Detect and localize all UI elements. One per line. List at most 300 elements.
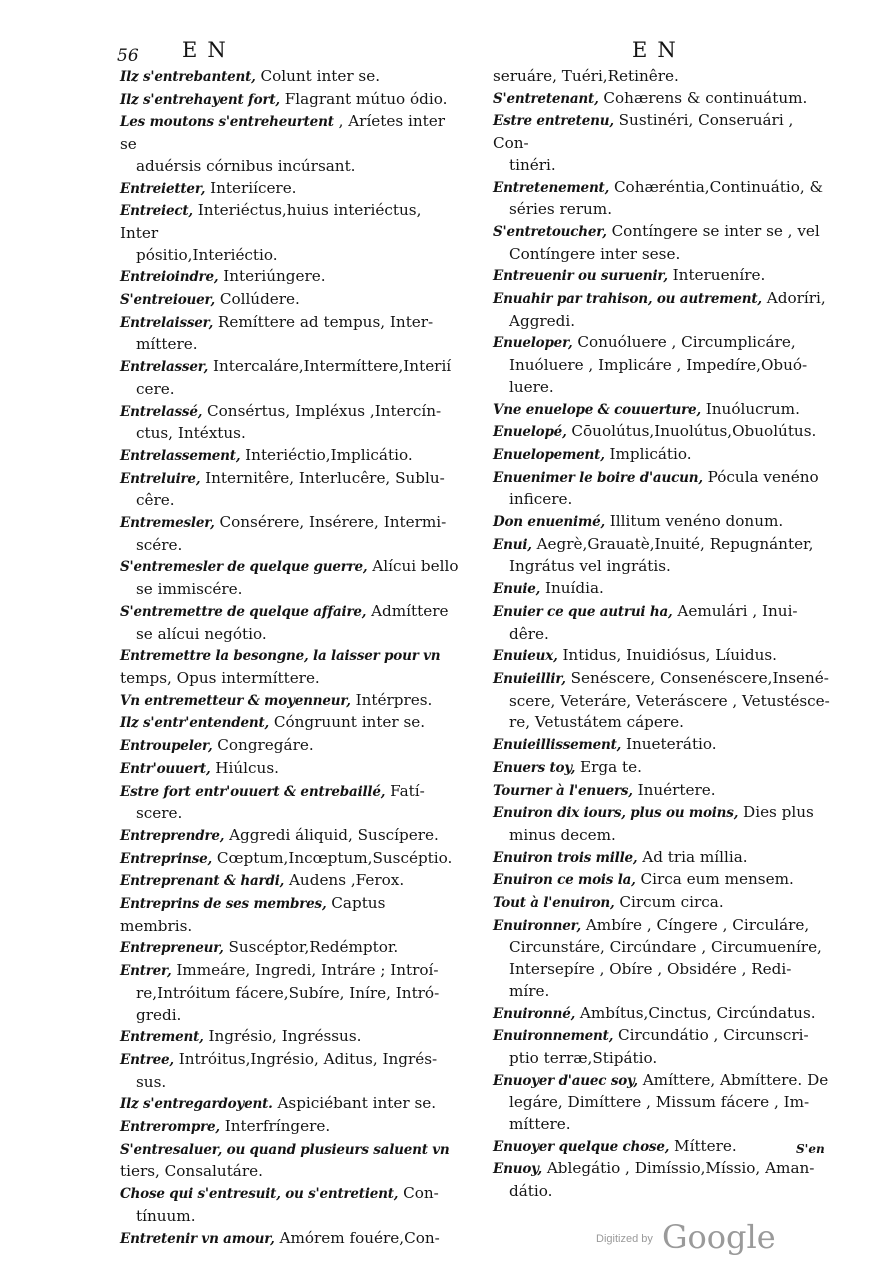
entry-headword: Entrelasser, xyxy=(120,359,209,376)
entry-first-line xyxy=(493,1025,831,1048)
entry-first-line xyxy=(493,467,831,490)
entry-translation: Internitêre, Interlucêre, Sublu- xyxy=(205,468,445,487)
entry-first-line xyxy=(120,870,460,893)
dictionary-entry xyxy=(493,780,831,803)
entry-translation: inficere. xyxy=(509,490,573,509)
entry-translation: Dies plus xyxy=(743,803,814,822)
entry-headword: Enuiron trois mille, xyxy=(493,849,638,866)
entry-headword: Entreprendre, xyxy=(120,827,225,844)
dictionary-entry xyxy=(120,66,460,89)
entry-translation: Aegrè,Grauatè,Inuité, Repugnánter, xyxy=(536,534,814,553)
entry-continuation-line xyxy=(493,981,831,1003)
entry-headword: S'entreiouer, xyxy=(120,292,215,309)
entry-translation: Amórem fouére,Con- xyxy=(279,1228,440,1247)
dictionary-entry xyxy=(120,825,460,848)
entry-translation: Adoríri, xyxy=(766,289,826,308)
entry-headword: Enueloper, xyxy=(493,335,573,352)
entry-translation: míttere. xyxy=(509,1115,571,1134)
entry-translation: Inuídia. xyxy=(544,579,604,598)
entry-continuation-line xyxy=(493,937,831,959)
dictionary-entry xyxy=(120,758,460,781)
entry-headword: Entrepreneur, xyxy=(120,940,224,957)
dictionary-entry xyxy=(493,1158,831,1202)
entry-first-line xyxy=(120,1139,460,1183)
entry-headword: Ilz s'entrebantent, xyxy=(120,69,256,85)
entry-continuation-line xyxy=(493,489,831,511)
entry-headword: Enuieillir, xyxy=(493,670,566,687)
entry-translation: aduérsis córnibus incúrsant. xyxy=(136,156,356,175)
entry-first-line xyxy=(120,1228,460,1251)
dictionary-entry xyxy=(493,399,831,422)
entry-headword: S'entremesler de quelque guerre, xyxy=(120,559,368,576)
entry-first-line xyxy=(120,556,460,579)
entry-first-line xyxy=(493,668,831,691)
entry-translation: re, Vetustátem cápere. xyxy=(509,713,684,732)
entry-first-line xyxy=(120,1093,460,1116)
dictionary-entry xyxy=(493,288,831,332)
entry-headword: Vn entremetteur & moyenneur, xyxy=(120,692,351,709)
entry-translation: ptio terræ,Stipátio. xyxy=(509,1048,658,1067)
entry-continuation-line xyxy=(493,155,831,177)
entry-translation: Colunt inter se. xyxy=(260,67,381,85)
entry-headword: Entr'ouuert, xyxy=(120,760,211,777)
entry-first-line xyxy=(493,601,831,624)
entry-translation: Interiícere. xyxy=(210,178,297,197)
entry-translation: re,Intróitum fácere,Subíre, Iníre, Intró- xyxy=(136,983,440,1002)
entry-translation: Ablegátio , Dimíssio,Míssio, Aman- xyxy=(546,1159,815,1178)
entry-translation: Ingrátus vel ingrátis. xyxy=(509,557,671,576)
dictionary-entry xyxy=(120,1026,460,1049)
dictionary-entry xyxy=(120,601,460,645)
entry-translation: Hiúlcus. xyxy=(215,758,279,777)
dictionary-entry xyxy=(493,332,831,398)
dictionary-entry xyxy=(120,690,460,713)
dictionary-entry xyxy=(493,869,831,892)
dictionary-entry xyxy=(120,111,460,177)
entry-translation: Admíttere xyxy=(371,601,449,620)
entry-translation: Captus membris. xyxy=(120,894,386,935)
entry-headword: Entremesler, xyxy=(120,515,215,532)
entry-headword: Enuieillissement, xyxy=(493,737,622,754)
entry-continuation-line xyxy=(493,691,831,713)
entry-translation: Inuóluere , Implicáre , Impedíre,Obuó- xyxy=(509,356,808,375)
entry-headword: S'entresaluer, ou quand plusieurs saluent vn xyxy=(120,1141,450,1158)
dictionary-entry xyxy=(120,848,460,871)
entry-translation: Interfríngere. xyxy=(224,1117,331,1136)
dictionary-entry xyxy=(120,1139,460,1183)
entry-translation: dêre. xyxy=(509,624,549,643)
entry-headword: Entrement, xyxy=(120,1029,204,1046)
entry-first-line xyxy=(493,1136,831,1159)
dictionary-entry xyxy=(493,1136,831,1159)
entry-first-line xyxy=(493,757,831,780)
entry-first-line xyxy=(493,1070,831,1093)
entry-translation: Erga te. xyxy=(580,757,642,776)
entry-first-line xyxy=(493,221,831,244)
entry-translation: Suscéptor,Redémptor. xyxy=(228,938,399,957)
entry-first-line xyxy=(493,780,831,803)
entry-translation: gredi. xyxy=(136,1005,182,1024)
entry-headword: Enuiron ce mois la, xyxy=(493,872,636,889)
entry-translation: Inuértere. xyxy=(637,780,716,799)
entry-continuation-line xyxy=(493,1114,831,1136)
entry-translation: Congregáre. xyxy=(217,736,314,755)
entry-headword: Chose qui s'entresuit, ou s'entretient, xyxy=(120,1186,399,1203)
entry-continuation-line xyxy=(493,355,831,377)
dictionary-entry xyxy=(120,356,460,400)
entry-headword: Entrelassement, xyxy=(120,447,241,464)
entry-translation: Circunstáre, Circúndare , Circumueníre, xyxy=(509,938,822,957)
entry-first-line xyxy=(120,1026,460,1049)
dictionary-entry xyxy=(120,445,460,468)
entry-translation: pósitio,Interiéctio. xyxy=(136,245,278,264)
dictionary-entry xyxy=(120,556,460,600)
entry-first-line xyxy=(120,690,460,713)
entry-headword: Ilz s'entregardoyent. xyxy=(120,1096,273,1113)
entry-headword: S'entretenant, xyxy=(493,90,599,107)
entry-translation: Consérere, Insérere, Intermi- xyxy=(219,513,447,532)
entry-first-line xyxy=(120,601,460,624)
dictionary-entry xyxy=(493,88,831,111)
entry-first-line xyxy=(120,712,460,735)
dictionary-entry xyxy=(120,870,460,893)
dictionary-entry xyxy=(120,89,460,112)
entry-continuation-line xyxy=(120,1005,460,1027)
entry-first-line xyxy=(120,1183,460,1206)
entry-translation: Ingrésio, Ingréssus. xyxy=(208,1027,362,1046)
entry-continuation-line xyxy=(120,1072,460,1094)
entry-headword: Enui, xyxy=(493,536,532,553)
entry-continuation-line xyxy=(493,1092,831,1114)
entry-first-line xyxy=(120,178,460,201)
entry-headword: Enuironné, xyxy=(493,1005,576,1022)
entry-translation: Conuóluere , Circumplicáre, xyxy=(577,333,796,352)
dictionary-entry xyxy=(493,1025,831,1069)
entry-continuation-line xyxy=(120,624,460,646)
entry-continuation-line xyxy=(493,244,831,266)
entry-headword: Entreluire, xyxy=(120,470,201,487)
entry-first-line xyxy=(493,110,831,154)
dictionary-entry xyxy=(120,937,460,960)
entry-continuation-line xyxy=(120,490,460,512)
entry-translation: Con- xyxy=(403,1184,439,1203)
digitization-watermark xyxy=(596,1218,776,1256)
entry-first-line xyxy=(120,401,460,424)
entry-translation: Senéscere, Consenéscere,Insené- xyxy=(570,668,829,687)
entry-translation: seruáre, Tuéri,Retinêre. xyxy=(493,67,679,85)
entry-first-line xyxy=(493,534,831,557)
entry-first-line xyxy=(493,645,831,668)
entry-continuation-line xyxy=(120,379,460,401)
entry-headword: Estre entretenu, xyxy=(493,113,614,130)
entry-headword: Entreprenant & hardi, xyxy=(120,873,285,890)
entry-first-line xyxy=(493,915,831,938)
entry-continuation-line xyxy=(493,825,831,847)
entry-first-line xyxy=(493,265,831,288)
dictionary-entry xyxy=(493,265,831,288)
entry-translation: Immeáre, Ingredi, Intráre ; Introí- xyxy=(176,961,439,980)
left-column xyxy=(120,66,460,1250)
entry-first-line xyxy=(493,177,831,200)
dictionary-entry xyxy=(493,915,831,1003)
entry-first-line xyxy=(120,356,460,379)
entry-translation: séries rerum. xyxy=(509,200,613,219)
entry-first-line xyxy=(493,802,831,825)
entry-continuation-line xyxy=(493,712,831,734)
entry-headword: Les moutons s'entreheurtent xyxy=(120,114,334,131)
entry-headword: Tout à l'enuiron, xyxy=(493,895,615,912)
entry-translation: Consértus, Impléxus ,Intercín- xyxy=(207,401,442,420)
dictionary-entry xyxy=(120,312,460,356)
entry-translation: Circa eum mensem. xyxy=(640,870,794,889)
entry-translation: Alícui bello xyxy=(372,557,459,576)
dictionary-entry xyxy=(120,1183,460,1227)
entry-translation: Intróitus,Ingrésio, Aditus, Ingrés- xyxy=(178,1049,438,1068)
entry-translation: Illitum venéno donum. xyxy=(609,512,784,531)
entry-translation: Cohærens & continuátum. xyxy=(603,88,808,107)
entry-translation: Flagrant mútuo ódio. xyxy=(284,89,448,108)
entry-continuation-line xyxy=(493,1048,831,1070)
entry-continuation-line xyxy=(120,803,460,825)
entry-translation: Cōuolútus,Inuolútus,Obuolútus. xyxy=(571,422,817,441)
entry-headword: Enuelopement, xyxy=(493,446,605,463)
entry-continuation-line xyxy=(120,245,460,267)
entry-first-line xyxy=(120,312,460,335)
entry-headword: Enuiron dix iours, plus ou moins, xyxy=(493,805,739,822)
dictionary-entry xyxy=(120,781,460,825)
dictionary-entry xyxy=(120,893,460,937)
entry-continuation-line xyxy=(120,983,460,1005)
dictionary-entry xyxy=(493,66,831,88)
entry-translation: Ambíre , Cíngere , Circuláre, xyxy=(585,915,810,934)
entry-translation: Intérpres. xyxy=(355,690,433,709)
entry-translation: minus decem. xyxy=(509,825,616,844)
dictionary-entry xyxy=(120,735,460,758)
entry-headword: Ilz s'entr'entendent, xyxy=(120,715,270,732)
entry-continuation-line xyxy=(493,624,831,646)
entry-first-line xyxy=(493,847,831,870)
entry-headword: Entreuenir ou suruenir, xyxy=(493,268,668,285)
entry-continuation-line xyxy=(120,156,460,178)
entry-first-line xyxy=(120,445,460,468)
dictionary-entry xyxy=(493,177,831,221)
entry-translation: Cohæréntia,Continuátio, & xyxy=(613,177,824,196)
entry-translation: míttere. xyxy=(136,335,198,354)
entry-first-line xyxy=(120,200,460,244)
entry-first-line xyxy=(120,111,460,155)
entry-continuation-line xyxy=(493,556,831,578)
entry-continuation-line xyxy=(120,1206,460,1228)
entry-translation: cere. xyxy=(136,379,175,398)
entry-translation: Circum circa. xyxy=(619,893,724,912)
entry-translation: Intercaláre,Intermíttere,Interií xyxy=(212,357,452,376)
entry-translation: Aemulári , Inui- xyxy=(677,601,798,620)
entry-translation: tiers, Consalutáre. xyxy=(120,1162,263,1181)
dictionary-entry xyxy=(120,712,460,735)
dictionary-entry xyxy=(120,512,460,556)
entry-headword: Entrer, xyxy=(120,963,172,980)
entry-first-line xyxy=(120,66,460,89)
entry-first-line xyxy=(120,468,460,491)
entry-headword: Ilz s'entrehayent fort, xyxy=(120,91,280,108)
entry-translation: Audens ,Ferox. xyxy=(288,871,405,890)
entry-translation: míre. xyxy=(509,981,550,1000)
entry-headword: Entrelaisser, xyxy=(120,314,214,331)
dictionary-entry xyxy=(493,757,831,780)
entry-translation: Sustinéri, Conseruári , Con- xyxy=(493,111,794,153)
entry-headword: Enuie, xyxy=(493,581,541,598)
entry-headword: Entretenement, xyxy=(493,179,610,196)
entry-translation: Contíngere se inter se , vel xyxy=(611,221,820,240)
entry-translation: Fatí- xyxy=(390,781,425,800)
entry-translation: cêre. xyxy=(136,491,175,510)
entry-headword: Entreioindre, xyxy=(120,269,219,286)
entry-translation: Circundátio , Circunscri- xyxy=(618,1026,809,1045)
entry-translation: Interiúngere. xyxy=(223,267,326,286)
page-number: 56 xyxy=(117,46,139,66)
entry-first-line xyxy=(493,734,831,757)
entry-headword: Entremettre la besongne, la laisser pour vn xyxy=(120,648,441,665)
entry-headword: Enuahir par trahison, ou autrement, xyxy=(493,291,762,308)
entry-headword: Entree, xyxy=(120,1051,174,1068)
entry-translation: Interueníre. xyxy=(672,266,766,285)
entry-translation: tinéri. xyxy=(509,155,556,174)
dictionary-entry xyxy=(120,401,460,445)
entry-first-line xyxy=(120,645,460,689)
entry-translation: Interiéctus,huius interiéctus, Inter xyxy=(120,201,422,242)
entry-headword: S'entremettre de quelque affaire, xyxy=(120,603,367,620)
entry-continuation-line xyxy=(120,579,460,601)
entry-headword: Enuenimer le boire d'aucun, xyxy=(493,469,703,486)
dictionary-entry xyxy=(493,734,831,757)
entry-first-line xyxy=(493,288,831,311)
dictionary-entry xyxy=(493,578,831,601)
dictionary-entry xyxy=(493,1070,831,1136)
entry-translation: Interiéctio,Implicátio. xyxy=(245,445,413,464)
google-logo: Google xyxy=(661,1218,776,1256)
dictionary-entry xyxy=(493,421,831,444)
entry-translation: scére. xyxy=(136,535,183,554)
dictionary-entry xyxy=(493,444,831,467)
entry-headword: Tourner à l'enuers, xyxy=(493,782,633,799)
entry-first-line xyxy=(120,825,460,848)
entry-translation: Intidus, Inuidiósus, Líuidus. xyxy=(562,646,778,665)
dictionary-entry xyxy=(493,534,831,578)
dictionary-entry xyxy=(120,468,460,512)
entry-translation: luere. xyxy=(509,377,554,396)
entry-headword: Entrerompre, xyxy=(120,1119,220,1136)
entry-first-line xyxy=(493,1158,831,1181)
dictionary-entry xyxy=(493,467,831,511)
entry-headword: S'entretoucher, xyxy=(493,223,607,240)
entry-translation: sus. xyxy=(136,1072,167,1091)
entry-first-line xyxy=(120,1049,460,1072)
dictionary-entry xyxy=(120,1116,460,1139)
entry-translation: Aspiciébant inter se. xyxy=(277,1094,437,1113)
entry-headword: Enuieux, xyxy=(493,648,558,665)
entry-first-line xyxy=(493,332,831,355)
watermark-small-text: Digitized by xyxy=(596,1232,653,1245)
dictionary-entry xyxy=(120,200,460,266)
entry-first-line xyxy=(120,781,460,804)
entry-translation: Contíngere inter sese. xyxy=(509,244,681,263)
entry-headword: Enuier ce que autrui ha, xyxy=(493,603,673,620)
entry-translation: Ad tria míllia. xyxy=(642,847,748,866)
dictionary-entry xyxy=(120,266,460,289)
dictionary-entry xyxy=(493,668,831,734)
entry-headword: Entrelassé, xyxy=(120,403,203,420)
entry-first-line xyxy=(120,848,460,871)
dictionary-entry xyxy=(493,1003,831,1026)
entry-first-line xyxy=(120,289,460,312)
dictionary-entry xyxy=(493,645,831,668)
entry-translation: Aggredi áliquid, Suscípere. xyxy=(229,825,439,844)
entry-first-line xyxy=(493,88,831,111)
entry-first-line xyxy=(120,1116,460,1139)
entry-translation: Míttere. xyxy=(674,1136,737,1155)
entry-translation: dátio. xyxy=(509,1182,553,1201)
entry-first-line xyxy=(120,893,460,937)
entry-headword: Enuoyer d'auec soy, xyxy=(493,1072,638,1089)
entry-continuation-line xyxy=(493,959,831,981)
entry-translation: se immiscére. xyxy=(136,580,243,599)
entry-headword: Enuironner, xyxy=(493,917,582,934)
entry-first-line xyxy=(493,421,831,444)
dictionary-entry xyxy=(493,511,831,534)
entry-headword: Entretenir vn amour, xyxy=(120,1230,275,1247)
entry-first-line xyxy=(493,892,831,915)
entry-translation: , Aríetes inter se xyxy=(120,112,445,154)
entry-translation: Inueterátio. xyxy=(626,735,717,754)
entry-continuation-line xyxy=(493,311,831,333)
entry-first-line xyxy=(120,512,460,535)
entry-first-line xyxy=(120,735,460,758)
entry-translation: Cóngruunt inter se. xyxy=(273,713,426,732)
dictionary-entry xyxy=(493,221,831,265)
entry-translation: scere. xyxy=(136,804,183,823)
entry-translation: Remíttere ad tempus, Inter- xyxy=(217,312,434,331)
entry-first-line xyxy=(120,89,460,112)
left-running-head: EN xyxy=(182,38,236,62)
entry-translation: Ambítus,Cinctus, Circúndatus. xyxy=(579,1003,816,1022)
entry-headword: Entreprins de ses membres, xyxy=(120,896,327,913)
entry-headword: Entreietter, xyxy=(120,180,206,197)
entry-translation: tínuum. xyxy=(136,1206,196,1225)
entry-first-line xyxy=(493,66,831,88)
entry-continuation-line xyxy=(120,423,460,445)
entry-translation: Implicátio. xyxy=(609,444,692,463)
entry-translation: scere, Veteráre, Veteráscere , Vetustésce- xyxy=(509,691,830,710)
dictionary-entry xyxy=(493,110,831,176)
entry-first-line xyxy=(493,1003,831,1026)
entry-translation: Inuólucrum. xyxy=(705,399,800,418)
entry-headword: Enuironnement, xyxy=(493,1028,614,1045)
entry-first-line xyxy=(120,960,460,983)
entry-headword: Entroupeler, xyxy=(120,738,213,755)
entry-first-line xyxy=(493,444,831,467)
entry-continuation-line xyxy=(120,535,460,557)
entry-headword: Entreiect, xyxy=(120,203,193,220)
entry-translation: ctus, Intéxtus. xyxy=(136,424,246,443)
entry-translation: Amíttere, Abmíttere. De xyxy=(642,1070,829,1089)
entry-continuation-line xyxy=(493,377,831,399)
entry-headword: Enuelopé, xyxy=(493,424,567,441)
right-column xyxy=(493,66,831,1203)
entry-first-line xyxy=(120,758,460,781)
entry-translation: temps, Opus intermíttere. xyxy=(120,668,320,687)
entry-continuation-line xyxy=(120,334,460,356)
entry-translation: Collúdere. xyxy=(219,290,300,309)
